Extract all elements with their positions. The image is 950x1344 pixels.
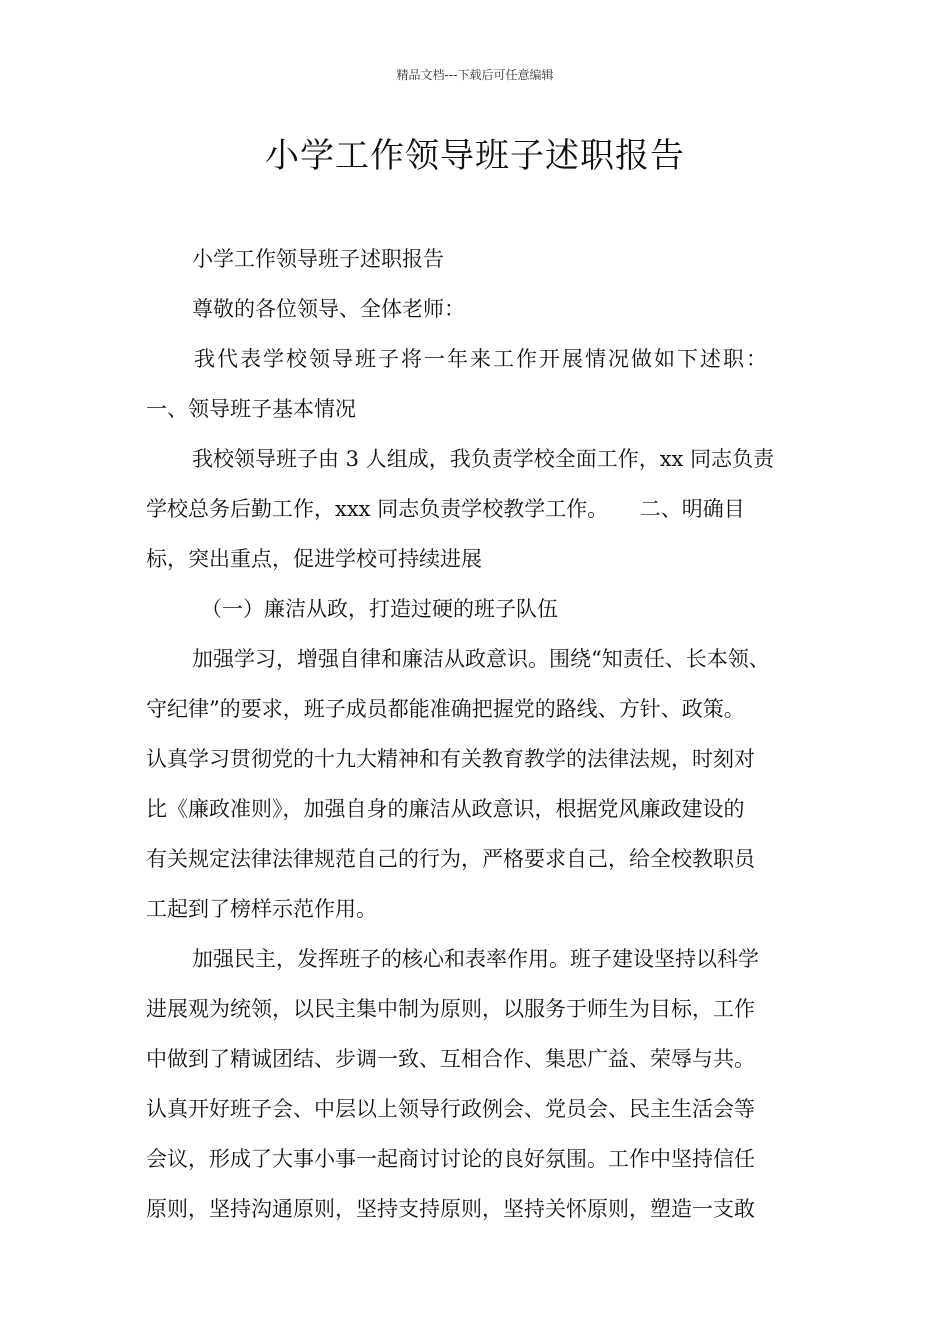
body-line: 比《廉政准则》，加强自身的廉洁从政意识，根据党风廉政建设的 [146, 797, 745, 821]
body-line: 加强民主，发挥班子的核心和表率作用。班子建设坚持以科学 [192, 947, 759, 971]
body-line: 会议，形成了大事小事一起商讨讨论的良好氛围。工作中坚持信任 [146, 1147, 755, 1171]
body-line: 标，突出重点，促进学校可持续进展 [146, 547, 482, 571]
body-line-subtitle: 小学工作领导班子述职报告 [192, 247, 444, 271]
header-note: 精品文档---下载后可任意编辑 [396, 68, 554, 82]
body-line: 认真学习贯彻党的十九大精神和有关教育教学的法律法规，时刻对 [146, 747, 755, 771]
body-line: 学校总务后勤工作，xxx 同志负责学校教学工作。 二、明确目 [146, 497, 745, 521]
body-line: 加强学习，增强自律和廉洁从政意识。围绕“知责任、长本领、 [192, 647, 770, 671]
section-heading-1: 一、领导班子基本情况 [146, 397, 356, 421]
body-line-salutation: 尊敬的各位领导、全体老师： [192, 297, 465, 321]
body-line: 原则，坚持沟通原则，坚持支持原则，坚持关怀原则，塑造一支敢 [146, 1197, 755, 1221]
body-line: 我校领导班子由 3 人组成，我负责学校全面工作，xx 同志负责 [192, 447, 775, 471]
document-body [146, 234, 811, 1234]
body-line: 认真开好班子会、中层以上领导行政例会、党员会、民主生活会等 [146, 1097, 755, 1121]
body-line: 中做到了精诚团结、步调一致、互相合作、集思广益、荣辱与共。 [146, 1047, 755, 1071]
body-line-intro: 我代表学校领导班子将一年来工作开展情况做如下述职： [194, 347, 769, 371]
body-line: 进展观为统领，以民主集中制为原则，以服务于师生为目标，工作 [146, 997, 755, 1021]
body-line: 有关规定法律法律规范自己的行为，严格要求自己，给全校教职员 [146, 847, 755, 871]
body-line: 工起到了榜样示范作用。 [146, 897, 377, 921]
body-line: 守纪律”的要求，班子成员都能准确把握党的路线、方针、政策。 [146, 697, 745, 721]
document-title: 小学工作领导班子述职报告 [265, 136, 685, 176]
subsection-heading-1: （一）廉洁从政，打造过硬的班子队伍 [201, 597, 558, 621]
